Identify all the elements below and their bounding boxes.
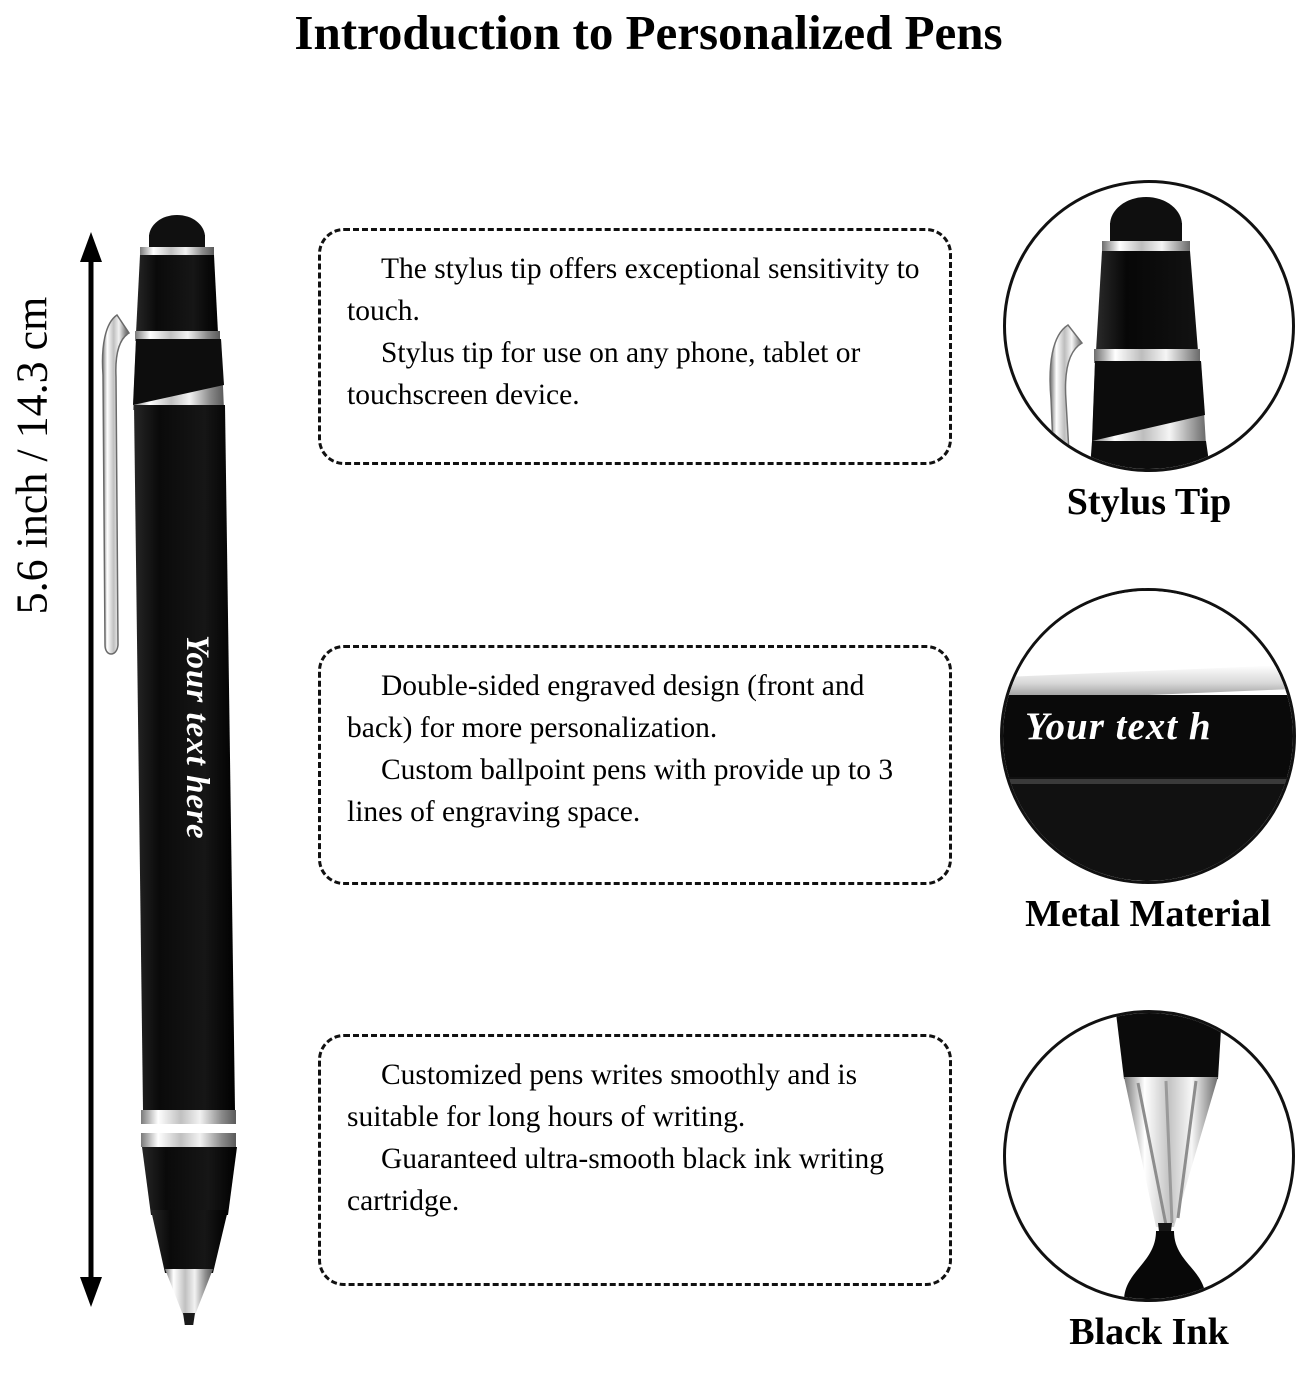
detail-black-ink — [1003, 1010, 1295, 1354]
metal-material-caption: Metal Material — [1025, 893, 1271, 935]
stylus-tip-zoom-circle — [1003, 180, 1295, 472]
engraving-callout-line-1: Double-sided engraved design (front and back) for more personalization. — [347, 670, 865, 744]
metal-material-engraved-text: Your text h — [1025, 705, 1212, 748]
stylus-callout-line-1: The stylus tip offers exceptional sensitivity to touch. — [347, 253, 920, 327]
metal-material-zoom-circle — [1000, 588, 1296, 884]
stylus-callout-line-2: Stylus tip for use on any phone, tablet or touchscreen device. — [347, 336, 861, 411]
length-dimension-label: 5.6 inch / 14.3 cm — [7, 296, 57, 615]
detail-metal-material — [1000, 588, 1296, 936]
engraving-callout — [318, 645, 952, 885]
writing-callout-line-2: Guaranteed ultra-smooth black ink writing cartridge. — [347, 1142, 884, 1217]
writing-callout-line-1: Customized pens writes smoothly and is suitable for long hours of writing. — [347, 1059, 858, 1133]
engraving-callout-line-2: Custom ballpoint pens with provide up to 3 lines of engraving space. — [347, 753, 894, 828]
stylus-tip-caption: Stylus Tip — [1066, 481, 1232, 523]
black-ink-caption: Black Ink — [1069, 1311, 1229, 1353]
black-ink-zoom-circle — [1003, 1010, 1295, 1302]
stylus-callout — [318, 228, 952, 465]
pen-illustration — [95, 205, 305, 1325]
detail-stylus-tip — [1003, 180, 1295, 524]
pen-engraved-text: Your text here — [179, 635, 215, 840]
writing-callout — [318, 1034, 952, 1286]
page-title: Introduction to Personalized Pens — [294, 5, 1003, 60]
